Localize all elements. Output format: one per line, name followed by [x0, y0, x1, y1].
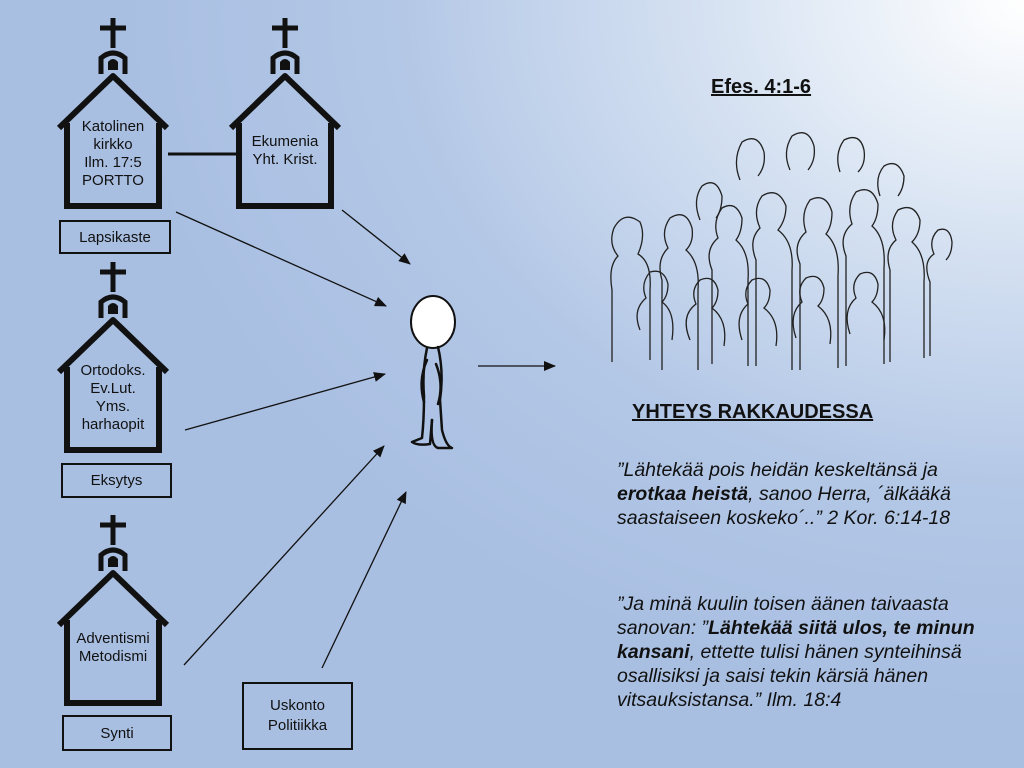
- church-label-line: Ekumenia: [251, 133, 319, 150]
- arrow-uskonto: [322, 492, 406, 668]
- quote-text: , sanoo Herra, ´älkääkä saastaiseen koskeko´..” 2 Kor. 6:14-18: [617, 483, 951, 529]
- arrow-ekumenia: [342, 210, 410, 264]
- church-icon-ekumenia: [231, 18, 339, 206]
- label-lapsikaste: [59, 220, 171, 254]
- quote-corinthians: [617, 458, 989, 530]
- church-label-line: Yht. Krist.: [252, 151, 318, 168]
- quote-text: ”Ja minä kuulin toisen äänen taivaasta sanovan: ”: [617, 593, 949, 639]
- church-label-line: kirkko: [93, 136, 133, 153]
- label-text: Politiikka: [267, 717, 328, 734]
- church-label-line: Ortodoks.: [80, 362, 146, 379]
- church-label-line: Ev.Lut.: [90, 380, 136, 397]
- reference-heading: Efes. 4:1-6: [711, 76, 812, 98]
- quote-text: ”Lähtekää pois heidän keskeltänsä ja: [617, 459, 938, 481]
- label-text: Eksytys: [90, 472, 143, 489]
- church-label-line: Katolinen: [81, 118, 145, 135]
- arrow-adventismi: [184, 446, 384, 665]
- arrows: [176, 210, 555, 668]
- arrow-ortodoks: [185, 374, 385, 430]
- arrow-katolinen: [176, 212, 386, 306]
- label-uskonto-politiikka: [242, 682, 353, 750]
- church-icon-adventismi: [59, 515, 167, 703]
- church-label-line: harhaopit: [81, 416, 145, 433]
- person-figure: [411, 296, 455, 448]
- quote-revelation: [617, 592, 997, 712]
- quote-text: , ettette tulisi hänen synteihinsä osallisiksi ja saisi tekin kärsiä hänen vitsauksistansa.” Ilm. 18:4: [617, 641, 962, 711]
- church-label-line: Metodismi: [78, 648, 148, 665]
- church-label-line: Adventismi: [76, 630, 150, 647]
- label-text: Lapsikaste: [79, 228, 151, 246]
- quote-emphasis: Lähtekää siitä ulos, te minun kansani: [617, 617, 975, 663]
- church-label-line: Yms.: [95, 398, 131, 415]
- label-text: Uskonto: [269, 697, 326, 714]
- quote-emphasis: erotkaa heistä: [617, 483, 749, 505]
- label-eksytys: [61, 463, 172, 498]
- church-label-katolinen: [67, 118, 159, 190]
- church-label-line: PORTTO: [82, 172, 144, 189]
- unity-heading: YHTEYS RAKKAUDESSA: [632, 401, 874, 423]
- label-text: Synti: [100, 724, 134, 742]
- crowd-silhouettes: [611, 133, 952, 370]
- church-label-ortodoks: [67, 362, 159, 434]
- label-synti: [62, 715, 172, 751]
- church-label-ekumenia: [239, 133, 331, 169]
- church-label-line: Ilm. 17:5: [84, 154, 142, 171]
- church-label-adventismi: [64, 630, 162, 666]
